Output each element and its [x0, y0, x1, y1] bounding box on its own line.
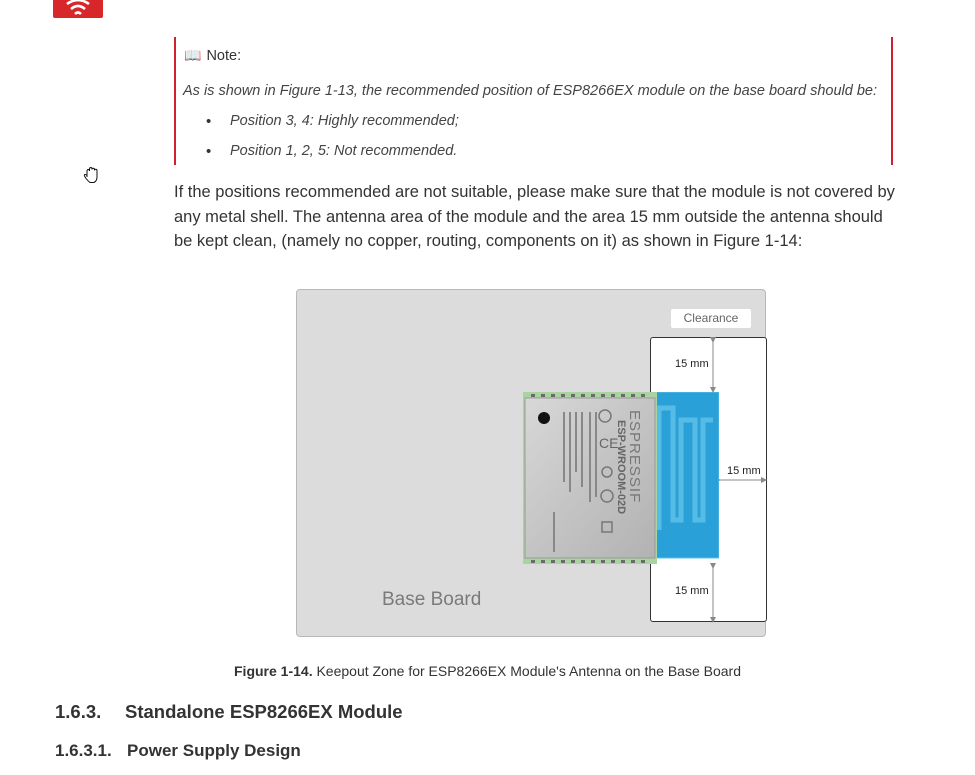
dimension-top-label: 15 mm [675, 358, 709, 370]
esp-module [523, 392, 719, 568]
module-model-label: ESP-WROOM-02D [615, 420, 627, 515]
subsection-title: Power Supply Design [127, 741, 301, 760]
caption-text: Keepout Zone for ESP8266EX Module's Antenna on the Base Board [316, 663, 741, 679]
note-title: Note: [206, 47, 242, 64]
dimension-right-label: 15 mm [727, 465, 761, 477]
base-board-label: Base Board [382, 589, 482, 610]
book-icon: 📖 [184, 47, 202, 63]
subsection-heading [55, 741, 301, 761]
dimension-bottom-label: 15 mm [675, 585, 709, 597]
figure-caption [0, 663, 975, 679]
note-header [184, 47, 241, 64]
section-heading [55, 701, 403, 723]
svg-text:CE: CE [599, 435, 619, 451]
note-text: As is shown in Figure 1-13, the recommended position of ESP8266EX module on the base board should be: [183, 83, 878, 99]
keepout-figure [296, 289, 766, 637]
body-paragraph: If the positions recommended are not suitable, please make sure that the module is not covered by any metal shell. The antenna area of the module and the area 15 mm outside the antenna should be kept clean, (namely no copper, routing, components on it) as shown in Figure 1-14: [174, 183, 895, 250]
subsection-number: 1.6.3.1. [55, 741, 112, 760]
module-brand-label: ESPRESSIF [626, 410, 643, 504]
list-item: • Position 1, 2, 5: Not recommended. [206, 143, 459, 173]
note-list [206, 113, 459, 173]
espressif-logo [53, 0, 103, 18]
list-item: • Position 3, 4: Highly recommended; [206, 113, 459, 143]
clearance-label: Clearance [671, 309, 751, 328]
note-box [174, 37, 893, 165]
caption-prefix: Figure 1-14. [234, 663, 317, 679]
section-number: 1.6.3. [55, 701, 102, 722]
hand-cursor-icon [83, 165, 101, 190]
section-title: Standalone ESP8266EX Module [125, 701, 403, 722]
